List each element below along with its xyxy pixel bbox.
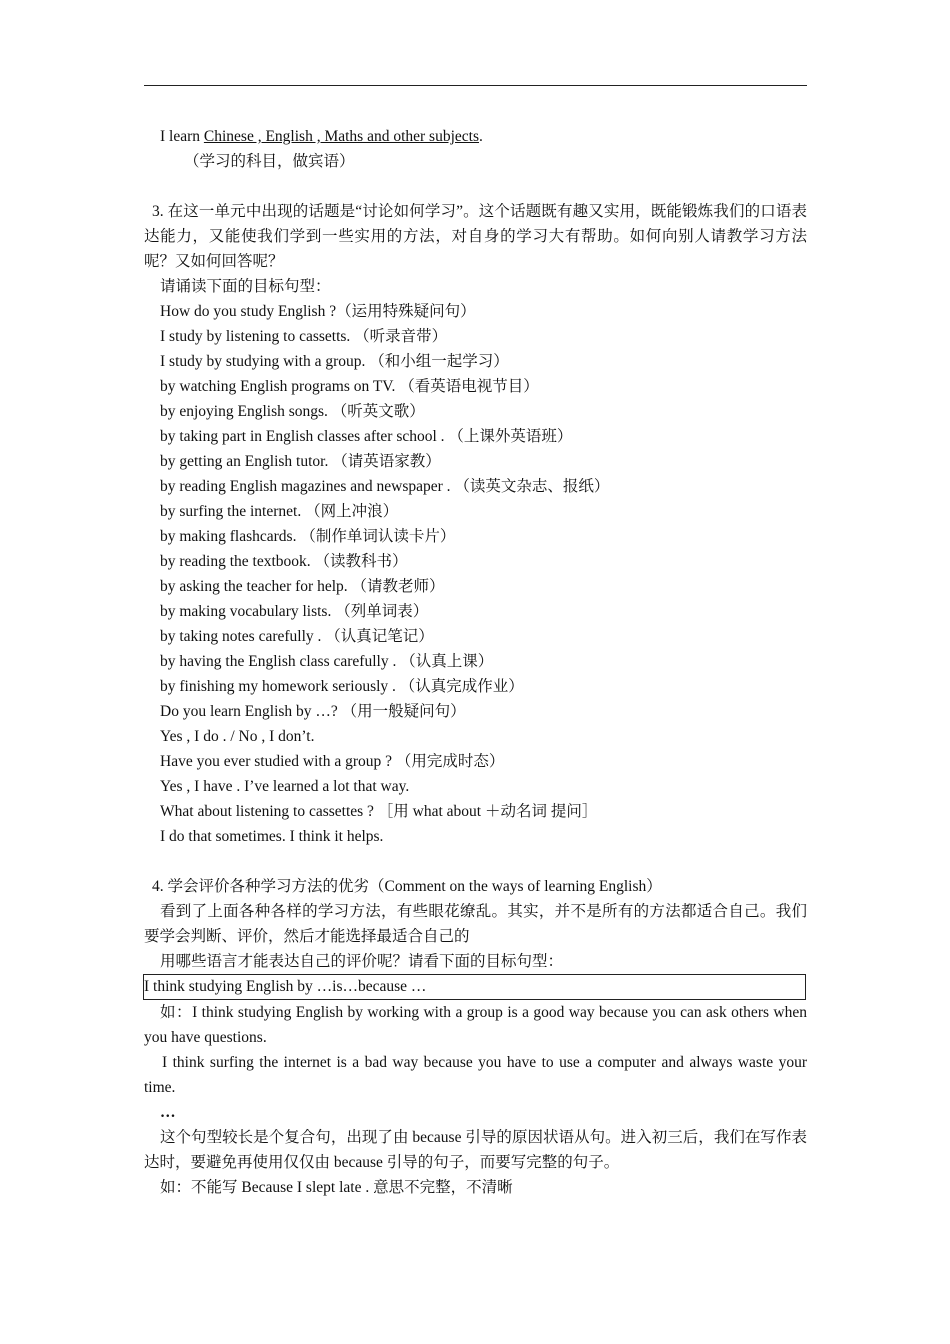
list-item: What about listening to cassettes ? ［用 what about ＋动名词 提问］ (160, 803, 598, 820)
example-2: I think surfing the internet is a bad way because you have to use a computer and always waste your time. (144, 1054, 807, 1096)
section4-title: 4. 学会评价各种学习方法的优劣（Comment on the ways of learning English） (152, 878, 662, 895)
list-item: by getting an English tutor. （请英语家教） (160, 453, 441, 470)
target-sentence-list (144, 299, 807, 849)
learn-prefix: I learn (160, 128, 204, 145)
list-item: Yes , I do . / No , I don’t. (160, 728, 315, 745)
spacer (144, 849, 807, 874)
list-item: by asking the teacher for help. （请教老师） (160, 578, 445, 595)
list-item: I study by listening to cassetts. （听录音带） (160, 328, 448, 345)
list-item: by having the English class carefully . （认真上课） (160, 653, 494, 670)
header-rule (144, 85, 807, 86)
list-item: by making vocabulary lists. （列单词表） (160, 603, 429, 620)
learn-note: （学习的科目，做宾语） (184, 153, 355, 170)
list-item: How do you study English ?（运用特殊疑问句） (160, 303, 476, 320)
list-item: by enjoying English songs. （听英文歌） (160, 403, 425, 420)
document-body (144, 124, 807, 1200)
learn-subjects: Chinese , English , Maths and other subjects (203, 128, 479, 145)
boxed-target-sentence: I think studying English by …is…because … (143, 974, 806, 1000)
ellipsis: … (160, 1104, 176, 1121)
example-1: 如：I think studying English by working with a group is a good way because you can ask others when you have questions. (144, 1004, 807, 1046)
list-item: by watching English programs on TV. （看英语电视节目） (160, 378, 539, 395)
section3-paragraph: 3. 在这一单元中出现的话题是“讨论如何学习”。这个话题既有趣又实用，既能锻炼我们的口语表达能力，又能使我们学到一些实用的方法，对自身的学习大有帮助。如何向别人请教学习方法呢？又如何回答呢？ (144, 203, 807, 270)
list-item: by making flashcards. （制作单词认读卡片） (160, 528, 456, 545)
example-3: 如：不能写 Because I slept late . 意思不完整，不清晰 (160, 1179, 513, 1196)
section4-paragraph-1: 看到了上面各种各样的学习方法，有些眼花缭乱。其实，并不是所有的方法都适合自己。我们要学会判断、评价，然后才能选择最适合自己的 (144, 903, 807, 945)
list-item: I study by studying with a group. （和小组一起学习） (160, 353, 509, 370)
list-item: by reading the textbook. （读教科书） (160, 553, 408, 570)
list-item: by finishing my homework seriously . （认真完成作业） (160, 678, 524, 695)
learn-sentence (144, 124, 807, 149)
section4-paragraph-3: 这个句型较长是个复合句，出现了由 because 引导的原因状语从句。进入初三后，我们在写作表达时，要避免再使用仅仅由 because 引导的句子，而要写完整的句子。 (144, 1129, 807, 1171)
section3-intro: 请诵读下面的目标句型： (160, 278, 331, 295)
list-item: by reading English magazines and newspaper . （读英文杂志、报纸） (160, 478, 610, 495)
learn-suffix: . (478, 128, 483, 145)
list-item: by taking part in English classes after school . （上课外英语班） (160, 428, 573, 445)
list-item: I do that sometimes. I think it helps. (160, 828, 384, 845)
section4-paragraph-2: 用哪些语言才能表达自己的评价呢？请看下面的目标句型： (160, 953, 564, 970)
spacer (144, 174, 807, 199)
list-item: by taking notes carefully . （认真记笔记） (160, 628, 434, 645)
list-item: by surfing the internet. （网上冲浪） (160, 503, 399, 520)
list-item: Do you learn English by …? （用一般疑问句） (160, 703, 466, 720)
list-item: Have you ever studied with a group ? （用完成时态） (160, 753, 505, 770)
list-item: Yes , I have . I’ve learned a lot that way. (160, 778, 410, 795)
